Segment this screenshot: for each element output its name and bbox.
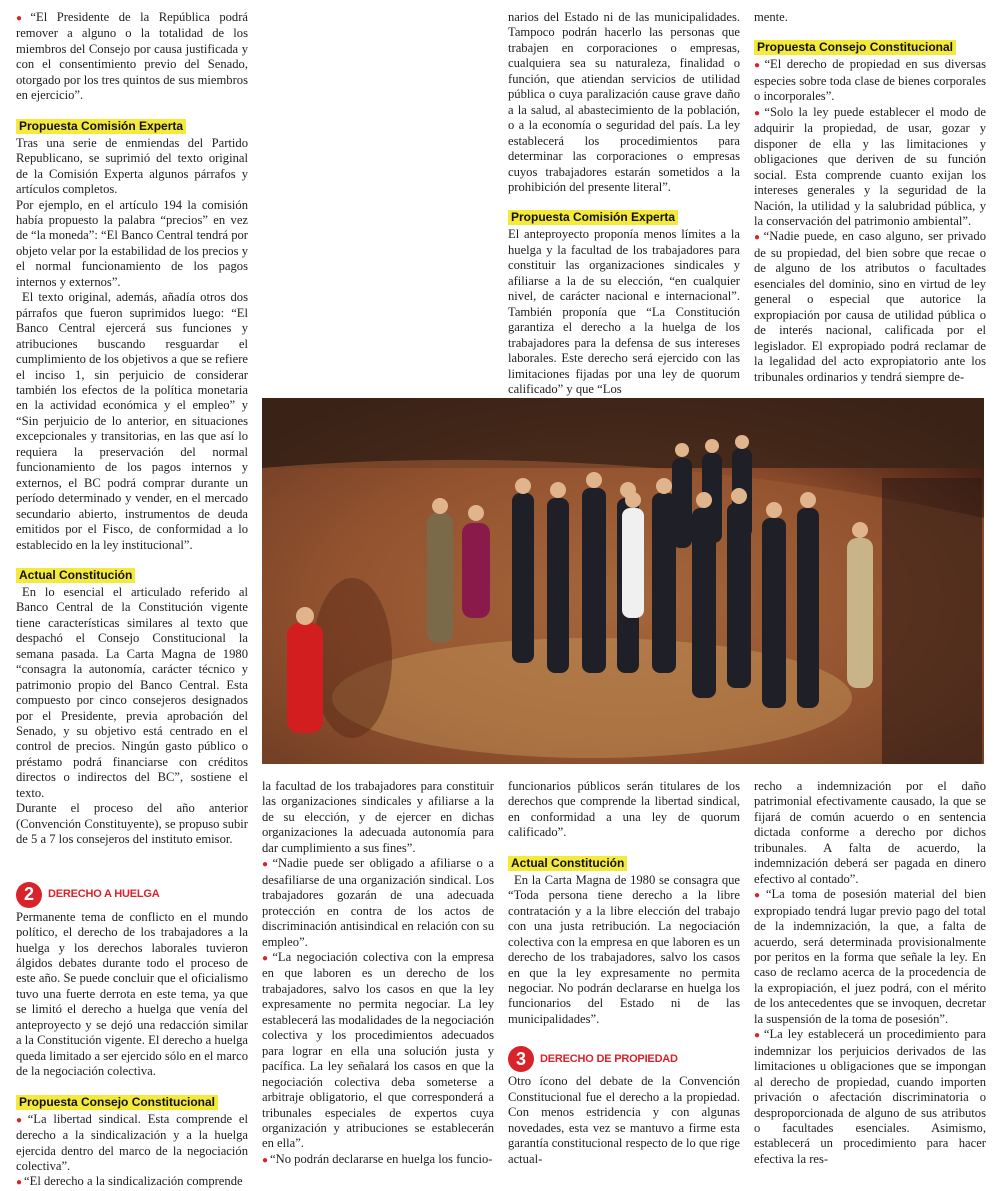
paragraph: ● “No podrán declararse en huelga los funcio- <box>262 1151 493 1166</box>
section-heading-2 <box>16 882 248 908</box>
red-dot-icon: ● <box>16 1177 23 1189</box>
paragraph: la facultad de los trabajadores para constituir las organizaciones sindicales y afiliarse a la de su elección, y de ejercer en dichas organizaciones la adecuada autonomía para dar cumplimiento a sus fines”. <box>262 779 494 855</box>
red-dot-icon: ● <box>262 859 271 871</box>
red-dot-icon: ● <box>754 890 764 902</box>
red-dot-icon: ● <box>754 107 763 119</box>
subheading-comision-experta: Propuesta Comisión Experta <box>16 119 186 134</box>
paragraph: El anteproyecto proponía menos límites a la huelga y la facultad de los trabajadores para constituir las organizaciones sindicales y afiliarse a la de su elección, “en cualquier nivel, de carácter nacional e internacional”. También proponía que “La Constitución garantiza el derecho a la huelga de los trabajadores para la defensa de sus intereses laborales. Este derecho será ejercido con las limitaciones fijadas por una ley de quorum calificado” y que “Los <box>508 227 740 396</box>
paragraph: recho a indemnización por el daño patrimonial efectivamente causado, la que se fijará de común acuerdo o en sentencia dictada conforme a derecho por dichos tribunales. A falta de acuerdo, la indemnización deberá ser pagada en dinero efectivo al contado”. <box>754 779 986 886</box>
red-dot-icon: ● <box>754 60 763 72</box>
section-heading-3 <box>508 1046 740 1072</box>
red-circle-number-icon: 3 <box>508 1046 534 1072</box>
column-4-bottom <box>754 779 986 1167</box>
paragraph: ● “La libertad sindical. Esta comprende el derecho a la sindicalización y a la huelga ejercida dentro del marco de la negociación colectiva”. <box>16 1111 248 1173</box>
paragraph: ● “Nadie puede ser obligado a afiliarse o a desafiliarse de una organización sindical. Los trabajadores gozarán de una adecuada protección en contra de los actos de discriminación antisindical en relación con su empleo”. <box>262 856 494 949</box>
paragraph: ● “El Presidente de la República podrá remover a alguno o la totalidad de los miembros del Consejo por causa justificada y con el consentimiento previo del Senado, otorgado por los tres quintos de sus miembros en ejercicio”. <box>16 10 248 103</box>
red-dot-icon: ● <box>16 13 29 24</box>
red-dot-icon: ● <box>262 952 271 964</box>
paragraph: mente. <box>754 10 788 24</box>
paragraph: ● “La toma de posesión material del bien expropiado tendrá lugar previo pago del total de la indemnización, la que, a falta de acuerdo, será determinada provisionalmente por peritos en la forma que señale la ley. En caso de reclamo acerca de la procedencia de la expropiación, el juez podrá, con el mérito de los antecedentes que se invoquen, decretar la suspensión de la toma de posesión”. <box>754 887 986 1026</box>
paragraph: ● “La negociación colectiva con la empresa en que laboren es un derecho de los trabajadores, salvo los casos en que la ley expresamente no permita negociar. La ley establecerá las modalidades de la negociación colectiva y los procedimientos adecuados para lograr en ella una solución justa y pacífica. La ley señalará los casos en que la negociación colectiva deba someterse a arbitraje obligatorio, el que corresponderá a tribunales especiales de expertos cuya organización y atribuciones se establecerán en ella”. <box>262 949 494 1151</box>
paragraph: ● “Solo la ley puede establecer el modo de adquirir la propiedad, de usar, gozar y disponer de ella y las limitaciones y obligaciones que deriven de su función social. Esta comprende cuanto exijan los intereses generales y la seguridad de la Nación, la utilidad y la salubridad pública, y la conservación del patrimonio ambiental”. <box>754 104 986 228</box>
paragraph: ● “Nadie puede, en caso alguno, ser privado de su propiedad, del bien sobre que recae o de alguno de los atributos o facultades esenciales del dominio, sino en virtud de ley general o especial que autorice la expropiación por causa de utilidad pública o de interés nacional, calificada por el legislador. El expropiado podrá reclamar de la legalidad del acto expropiatorio ante los tribunales ordinarios y tendrá siempre de- <box>754 229 986 384</box>
paragraph: funcionarios públicos serán titulares de los derechos que comprende la libertad sindical, en conformidad a una ley de quorum calificado”. <box>508 779 740 840</box>
red-dot-icon: ● <box>754 1030 762 1042</box>
paragraph: Durante el proceso del año anterior (Convención Constituyente), se propuso subir de 5 a 7 los consejeros del instituto emisor. <box>16 801 248 847</box>
paragraph: ● “El derecho de propiedad en sus diversas especies sobre toda clase de bienes corporales o incorporales”. <box>754 57 986 104</box>
column-2 <box>262 779 494 1168</box>
paragraph: narios del Estado ni de las municipalidades. Tampoco podrán hacerlo las personas que trabajen en corporaciones o empresas, cualquiera sea su naturaleza, finalidad o función, que atiendan servicios de utilidad pública o cuya paralización cause grave daño a la salud, al abastecimiento de la población, o a la economía o seguridad del país. La ley establecerá los procedimientos para determinar las corporaciones o empresas cuyos trabajadores estarán sometidos a la prohibición del presente literal”. <box>508 10 740 194</box>
subheading-consejo-constitucional: Propuesta Consejo Constitucional <box>16 1095 218 1110</box>
red-dot-icon: ● <box>754 232 762 244</box>
paragraph: Por ejemplo, en el artículo 194 la comisión había propuesto la palabra “precios” en vez de “la moneda”: “El Banco Central tendrá por objeto velar por la estabilidad de los precios y el normal funcionamiento de los pagos internos y externos”. <box>16 197 248 289</box>
paragraph: El texto original, además, añadía otros dos párrafos que fueron suprimidos luego: “El Banco Central ejercerá sus funciones y atribuciones buscando resguardar el cumplimiento de los objetivos a que se refiere el inciso 1, sin perjuicio de considerar también los efectos de la política monetaria en la actividad económica y el empleo” y “Sin perjuicio de lo anterior, en situaciones excepcionales y transitorias, en las que así lo requiera la preservación del normal funcionamiento de los pagos internos y externos, el BC podrá comprar durante un período determinado y vender, en el mercado secundario abierto, instrumentos de deuda emitidos por el Fisco, de conformidad a lo establecido en la ley institucional”. <box>16 290 248 552</box>
paragraph: En lo esencial el articulado referido al Banco Central de la Constitución vigente tiene características similares al texto que despachó el Consejo Constitucional la semana pasada. La Carta Magna de 1980 “consagra la autonomía, carácter técnico y patrimonio propio del Banco Central. Esta compuesto por cinco consejeros designados por el Presidente, previa aprobación del Senado, y su objetivo está centrado en el control de precios. Ningún gasto público o préstamo podrá financiarse con créditos directos o indirectos del BC”, sostiene el texto. <box>16 584 248 800</box>
red-circle-number-icon: 2 <box>16 882 42 908</box>
paragraph: Tras una serie de enmiendas del Partido Republicano, se suprimió del texto original de la Comisión Experta algunos párrafos y artículos completos. <box>16 135 248 197</box>
red-dot-icon: ● <box>262 1154 269 1166</box>
column-1 <box>16 10 248 1191</box>
paragraph: ● “El derecho a la sindicalización comprende <box>16 1174 243 1189</box>
paragraph: En la Carta Magna de 1980 se consagra que “Toda persona tiene derecho a la libre contratación y a la libre elección del trabajo con una justa retribución. La negociación colectiva con la empresa en que laboren es un derecho de los trabajadores, salvo los casos en que la ley expresamente no permita negociar. No podrán declararse en huelga los funcionarios del Estado ni de las municipalidades”. <box>508 872 740 1026</box>
red-dot-icon: ● <box>16 1114 26 1126</box>
subheading-comision-experta: Propuesta Comisión Experta <box>508 210 678 225</box>
paragraph: Otro ícono del debate de la Convención Constitucional fue el derecho a la propiedad. Con menos estridencia y con algunas novedades, esta vez se mantuvo a firme esta garantía constitucional respecto de lo que rige actual- <box>508 1074 740 1166</box>
subheading-actual-constitucion: Actual Constitución <box>16 568 135 583</box>
column-3-top <box>508 10 740 397</box>
group-photo <box>262 398 984 764</box>
column-3-bottom <box>508 779 740 1167</box>
group-photo-illustration <box>262 398 984 764</box>
paragraph: Permanente tema de conflicto en el mundo político, el derecho de los trabajadores a la huelga y los derechos laborales tuvieron álgidos debates durante todo el proceso de este año. Se puede concluir que el oficialismo tuvo una fuerte derrota en este tema, ya que se limitó el derecho a huelga que venía del anteproyecto y se dejó una redacción similar a la Constitución vigente. El derecho a huelga queda limitado a ser ejercido sólo en el marco de la negociación colectiva. <box>16 909 248 1079</box>
column-4-top <box>754 10 986 385</box>
subheading-consejo-constitucional: Propuesta Consejo Constitucional <box>754 40 956 55</box>
section-title: DERECHO DE PROPIEDAD <box>540 1052 678 1065</box>
subheading-actual-constitucion: Actual Constitución <box>508 856 627 871</box>
paragraph: ● “La ley establecerá un procedimiento para indemnizar los perjuicios derivados de las limitaciones u obligaciones que se impongan al derecho de propiedad, cuando importen privación o afectación discriminatoria o desproporcionada de alguno de sus atributos o facultades esenciales. Asimismo, establecerá un procedimiento para hacer efectiva la res- <box>754 1027 987 1166</box>
section-title: DERECHO A HUELGA <box>48 887 160 900</box>
